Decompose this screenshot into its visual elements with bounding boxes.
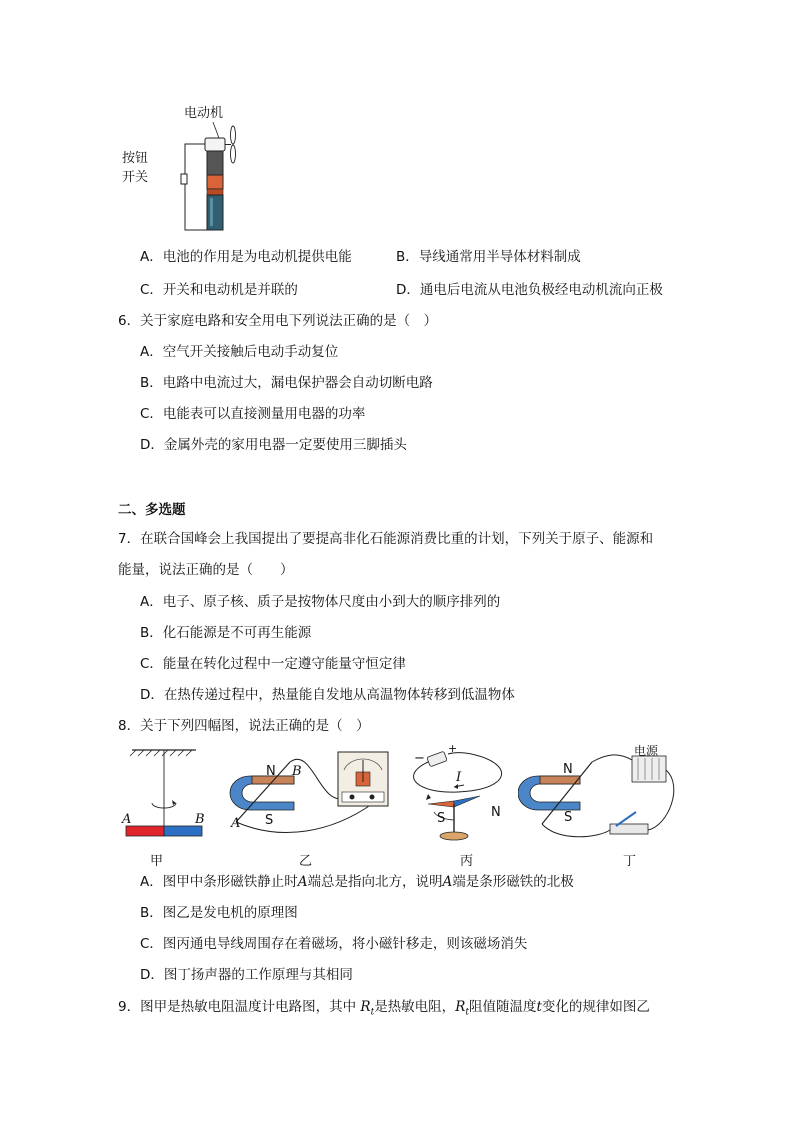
q7-option-d[interactable]: D．在热传递过程中，热量能自发地从高温物体转移到低温物体 [140, 687, 515, 703]
fig-ding-label-s: S [564, 810, 573, 825]
battery-bottom [207, 195, 223, 230]
compass-base [440, 832, 468, 840]
q8-a-text-2: 端总是指向北方，说明 [307, 874, 443, 890]
fig-ding-label-n: N [563, 762, 573, 777]
fig-bing-label-n: N [491, 805, 501, 820]
q8-a-italic-1: A [297, 874, 308, 890]
compass-needle-red [428, 801, 454, 807]
q5-option-d[interactable]: D．通电后电流从电池负极经电动机流向正极 [396, 282, 663, 298]
fig-jia-label-b: B [195, 812, 205, 827]
fig-bing-caption: 丙 [460, 854, 474, 869]
q9-stem [118, 998, 650, 1022]
q8-option-b[interactable]: B．图乙是发电机的原理图 [140, 905, 298, 921]
q6-stem: 6．关于家庭电路和安全用电下列说法正确的是（ ） [118, 313, 438, 329]
q9-t-var: t [536, 999, 542, 1015]
q9-r2: R [455, 999, 466, 1015]
conductor-rod [236, 762, 290, 822]
battery-orange-band-1 [207, 175, 223, 189]
q6-option-b[interactable]: B．电路中电流过大，漏电保护器会自动切断电路 [140, 375, 433, 391]
fig-ding-power-label: 电源 [634, 744, 659, 758]
battery-orange-band-2 [207, 189, 223, 195]
fig-yi-label-a: A [231, 816, 241, 831]
q9-text-3: 阻值随温度 [468, 999, 537, 1015]
q8-a-text-1: A．图甲中条形磁铁静止时 [140, 874, 298, 890]
fig-jia-caption: 甲 [150, 854, 164, 869]
q8-a-text-3: 端是条形磁铁的北极 [452, 874, 574, 890]
fig-bing-label-plus: + [448, 742, 458, 755]
fig-jia-label-a: A [122, 812, 132, 827]
fig-yi-label-b: B [292, 764, 302, 779]
fig-yi-caption: 乙 [299, 854, 313, 869]
motor-pointer-line [213, 122, 219, 138]
battery-top [207, 151, 223, 175]
magnet-red-half [126, 826, 164, 836]
q5-option-b[interactable]: B．导线通常用半导体材料制成 [396, 249, 581, 265]
q8-option-d[interactable]: D．图丁扬声器的工作原理与其相同 [140, 967, 353, 983]
power-supply [632, 756, 666, 782]
motor-label: 电动机 [184, 106, 224, 121]
q5-option-c[interactable]: C．开关和电动机是并联的 [140, 282, 298, 298]
q9-r1-sub: t [370, 1007, 375, 1018]
figure-ding-motor [518, 746, 680, 846]
fan-blade-top [231, 126, 236, 144]
q9-r2-sub: t [465, 1007, 469, 1018]
fig-ding-caption: 丁 [623, 854, 637, 869]
fan-blade-bottom [231, 145, 236, 163]
q6-option-d[interactable]: D．金属外壳的家用电器一定要使用三脚插头 [140, 437, 407, 453]
q7-option-c[interactable]: C．能量在转化过程中一定遵守能量守恒定律 [140, 656, 406, 672]
fig-bing-label-s: S [437, 811, 446, 826]
q8-stem: 8．关于下列四幅图，说法正确的是（ ） [118, 718, 370, 734]
q9-r1: R [360, 999, 371, 1015]
button-label-line1: 按钮 [122, 151, 149, 166]
q8-a-italic-2: A [442, 874, 453, 890]
q7-stem-line2: 能量，说法正确的是（ ） [118, 562, 294, 578]
fig-bing-label-i: I [456, 770, 462, 785]
q5-option-a[interactable]: A．电池的作用是为电动机提供电能 [140, 249, 352, 265]
push-button-switch [181, 174, 187, 184]
battery-cell [427, 751, 447, 767]
q8-option-c[interactable]: C．图丙通电导线周围存在着磁场，将小磁针移走，则该磁场消失 [140, 936, 528, 952]
button-label-line2: 开关 [122, 170, 149, 185]
magnet-blue-half [164, 826, 202, 836]
q9-text-4: 变化的规律如图乙 [541, 999, 650, 1015]
q7-option-a[interactable]: A．电子、原子核、质子是按物体尺度由小到大的顺序排列的 [140, 594, 501, 610]
figure-jia-suspended-magnet [118, 746, 214, 846]
figure-yi-generator [222, 746, 394, 846]
q9-text-2: 是热敏电阻， [374, 999, 456, 1015]
fig-bing-label-minus: − [414, 751, 425, 766]
fig-yi-label-s: S [265, 813, 274, 828]
section-title-multiple-choice: 二、多选题 [118, 502, 186, 518]
battery-motor-circuit-figure [175, 118, 245, 238]
q9-text-1: 9．图甲是热敏电阻温度计电路图，其中 [118, 999, 361, 1015]
compass-needle-blue [454, 796, 480, 807]
motor-body [205, 138, 225, 151]
q6-option-a[interactable]: A．空气开关接触后电动手动复位 [140, 344, 339, 360]
q7-option-b[interactable]: B．化石能源是不可再生能源 [140, 625, 312, 641]
q6-option-c[interactable]: C．电能表可以直接测量用电器的功率 [140, 406, 366, 422]
q8-option-a[interactable] [140, 873, 574, 891]
fig-yi-label-n: N [266, 764, 276, 779]
q7-stem-line1: 7．在联合国峰会上我国提出了要提高非化石能源消费比重的计划，下列关于原子、能源和 [118, 531, 654, 547]
